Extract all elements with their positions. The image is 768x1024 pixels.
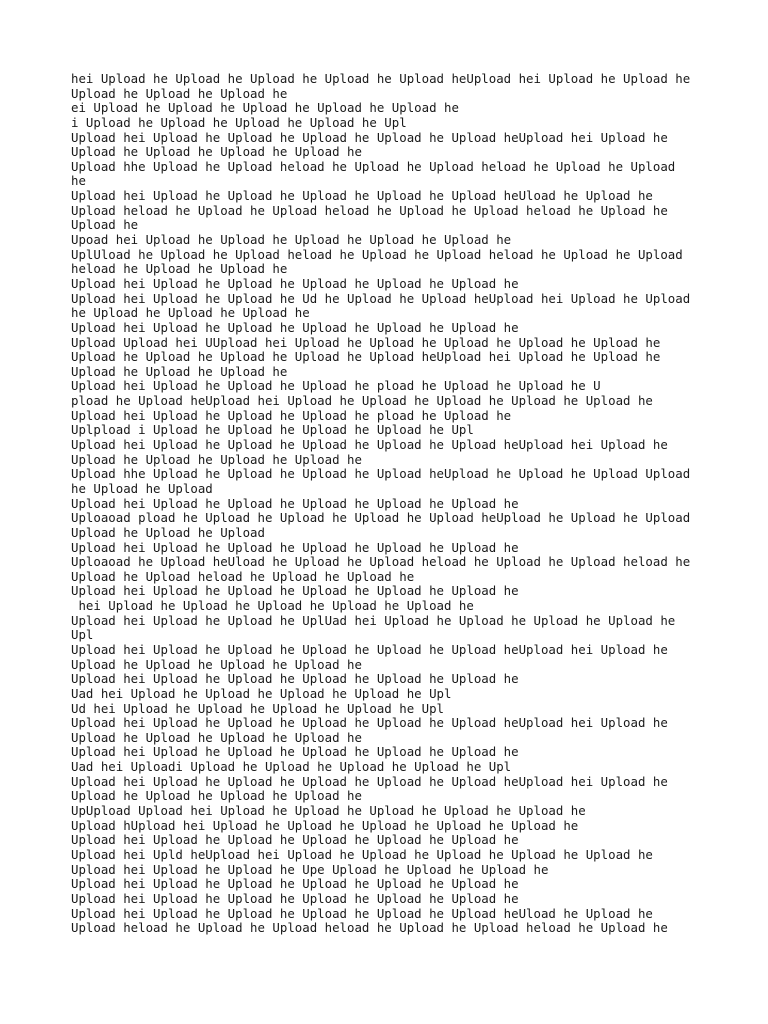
text-line: Uploaoad pload he Upload he Upload he Upload he Upload heUpload he Upload he Upload [71,510,691,526]
text-line: Upload hei Upload he Upload he Upload he Upload he Upload heUpload hei Upload he [71,715,668,731]
text-line: Upload he Upload he Upload he Upload he [71,144,362,160]
text-line: Upload he Upload he Upload he Upload he Upload heUpload hei Upload he Upload he [71,349,661,365]
text-line: Upload heload he Upload he Upload heload he Upload he Upload heload he Upload he [71,202,668,218]
text-line: ei Upload he Upload he Upload he Upload he Upload he [71,100,459,116]
text-line: Upload hei Upload he Upload he Upload he pload he Upload he [71,407,512,423]
text-line: Ud hei Upload he Upload he Upload he Upload he Upl [71,700,444,716]
text-line: Upload hhe Upload he Upload heload he Upload he Upload heload he Upload he Upload [71,158,676,174]
text-line: Upl [71,627,94,643]
text-line: Upload hei Upload he Upload he Upload he Upload he Upload he [71,275,519,291]
text-line: Upload he Upload he Upload he [71,85,288,101]
text-line: Upload hei Upload he Upload he Upload he Upload he Upload he [71,832,519,848]
text-line: Upload hei Upload he Upload he Upload he Upload he Upload he [71,890,519,906]
text-line: Upload hei Upload he Upload he Upe Upload he Upload he Upload he [71,861,549,877]
text-line: Upload heload he Upload he Upload heload he Upload he Upload heload he Upload he [71,920,668,936]
text-line: Uplpload i Upload he Upload he Upload he Upload he Upl [71,422,474,438]
text-line: Upload he Upload he Upload he Upload he [71,656,362,672]
text-line: heload he Upload he Upload he [71,261,288,277]
text-line: Upload hei Upload he Upload he Upload he Upload he Upload heUpload hei Upload he [71,773,668,789]
text-line: Upload hUpload hei Upload he Upload he Upload he Upload he Upload he [71,817,579,833]
text-line: Upload he Upload he Upload he [71,363,288,379]
text-line: UpUpload Upload hei Upload he Upload he Upload he Upload he Upload he [71,803,586,819]
text-line: Upload he Upload he Upload he Upload he [71,451,362,467]
text-line: Upload Upload hei UUpload hei Upload he Upload he Upload he Upload he Upload he [71,334,661,350]
text-line: Uad hei Upload he Upload he Upload he Upload he Upl [71,685,452,701]
text-line: Upload hei Upload he Upload he Upload he Upload he Upload heUpload hei Upload he [71,437,668,453]
text-line: Upload hei Upload he Upload he UplUad hei Upload he Upload he Upload he Upload he [71,612,676,628]
text-line: he [71,173,86,189]
text-line: Upload hei Upload he Upload he Upload he Upload he Upload heUload he Upload he [71,905,653,921]
text-line: Upload hei Upld heUpload hei Upload he Upload he Upload he Upload he Upload he [71,846,653,862]
text-line: Upload he Upload he Upload he Upload he [71,788,362,804]
text-line: pload he Upload heUpload hei Upload he Upload he Upload he Upload he Upload he [71,393,653,409]
text-line: Upload hei Upload he Upload he Upload he Upload he Upload he [71,583,519,599]
text-line: UplUload he Upload he Upload heload he Upload he Upload heload he Upload he Upload [71,246,683,262]
text-line: Upload he Upload he Upload he Upload he [71,729,362,745]
text-line: Upload hei Upload he Upload he Upload he Upload he Upload he [71,744,519,760]
text-line: Uad hei Uploadi Upload he Upload he Upload he Upload he Upl [71,759,512,775]
text-line: Upload hei Upload he Upload he Upload he Upload he Upload heUpload hei Upload he [71,641,668,657]
text-line: i Upload he Upload he Upload he Upload he Upl [71,114,407,130]
text-line: Upload he Upload heload he Upload he Upload he [71,568,415,584]
text-line: Upload hei Upload he Upload he Upload he Upload he Upload he [71,539,519,555]
text-line: Upload hei Upload he Upload he Upload he Upload he Upload heUload he Upload he [71,188,653,204]
text-line: Upload hei Upload he Upload he Ud he Upload he Upload heUpload hei Upload he Upload [71,290,691,306]
text-line: Upload hei Upload he Upload he Upload he Upload he Upload he [71,319,519,335]
text-line: Uploaoad he Upload heUload he Upload he Upload heload he Upload he Upload heload he [71,554,691,570]
text-line: Upload hei Upload he Upload he Upload he Upload he Upload he [71,671,519,687]
text-line: he Upload he Upload he Upload he [71,305,310,321]
text-line: hei Upload he Upload he Upload he Upload he Upload heUpload hei Upload he Upload he [71,71,691,86]
text-line: Upload hei Upload he Upload he Upload he Upload he Upload he [71,876,519,892]
text-line: hei Upload he Upload he Upload he Upload he Upload he [71,598,474,614]
text-line: Upload hei Upload he Upload he Upload he pload he Upload he Upload he U [71,378,601,394]
text-line: Upload hei Upload he Upload he Upload he Upload he Upload heUpload hei Upload he [71,129,668,145]
text-line: Upoad hei Upload he Upload he Upload he Upload he Upload he [71,232,512,248]
text-line: Upload hei Upload he Upload he Upload he Upload he Upload he [71,495,519,511]
text-line: he Upload he Upload [71,480,213,496]
text-line: Upload he Upload he Upload [71,524,265,540]
document-body [71,72,703,936]
text-line: Upload hhe Upload he Upload he Upload he Upload heUpload he Upload he Upload Upload [71,466,691,482]
text-line: Upload he [71,217,139,233]
